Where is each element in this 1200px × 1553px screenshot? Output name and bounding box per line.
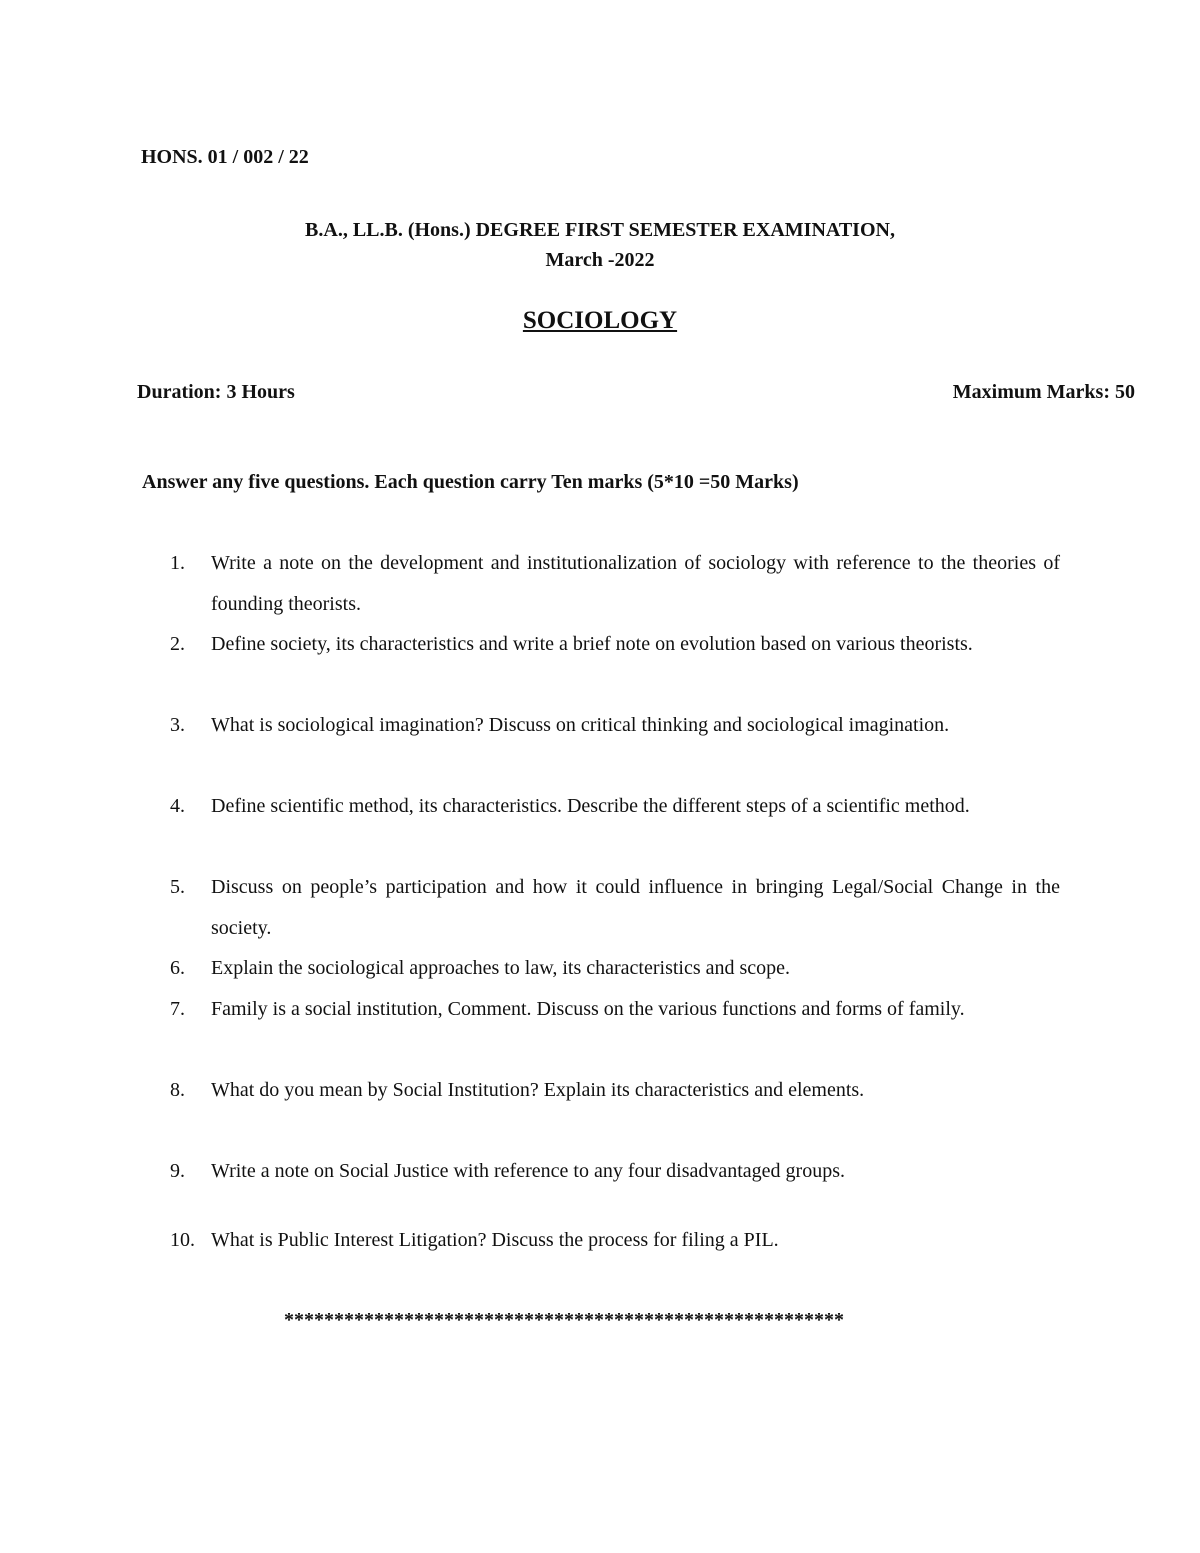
question-item xyxy=(170,989,1060,1030)
question-item xyxy=(170,543,1060,624)
question-item xyxy=(170,705,1060,746)
end-separator: ******************************************************** xyxy=(284,1309,844,1331)
question-number: 1. xyxy=(170,552,185,574)
question-text: Discuss on people’s participation and how it could influence in bringing Legal/Social Change in the society. xyxy=(211,876,1060,939)
subject-title: SOCIOLOGY xyxy=(522,307,678,334)
question-item xyxy=(170,867,1060,948)
question-number: 9. xyxy=(170,1160,185,1182)
question-item xyxy=(170,1070,1060,1111)
question-text: Family is a social institution, Comment. Discuss on the various functions and forms of family. xyxy=(211,998,965,1020)
question-text: What do you mean by Social Institution? Explain its characteristics and elements. xyxy=(211,1079,865,1101)
question-text: What is sociological imagination? Discuss on critical thinking and sociological imagination. xyxy=(211,714,950,736)
exam-title: B.A., LL.B. (Hons.) DEGREE FIRST SEMESTER EXAMINATION, xyxy=(305,219,895,241)
maximum-marks: Maximum Marks: 50 xyxy=(952,381,1135,403)
question-text: Write a note on Social Justice with reference to any four disadvantaged groups. xyxy=(211,1160,845,1182)
question-text: What is Public Interest Litigation? Discuss the process for filing a PIL. xyxy=(211,1229,779,1251)
question-number: 6. xyxy=(170,957,185,979)
question-item xyxy=(170,1151,1060,1192)
exam-meta-row xyxy=(137,378,1135,406)
exam-date: March -2022 xyxy=(545,249,655,271)
question-text: Define society, its characteristics and write a brief note on evolution based on various theorists. xyxy=(211,633,973,655)
question-item xyxy=(170,624,1060,665)
question-text: Define scientific method, its characteristics. Describe the different steps of a scientific method. xyxy=(211,795,970,817)
question-item xyxy=(170,948,1060,989)
question-number: 7. xyxy=(170,998,185,1020)
instructions: Answer any five questions. Each question carry Ten marks (5*10 =50 Marks) xyxy=(142,471,799,493)
duration: Duration: 3 Hours xyxy=(137,381,295,403)
question-item xyxy=(170,786,1060,827)
question-number: 2. xyxy=(170,633,185,655)
question-number: 4. xyxy=(170,795,185,817)
question-text: Explain the sociological approaches to law, its characteristics and scope. xyxy=(211,957,791,979)
question-text: Write a note on the development and institutionalization of sociology with reference to the theories of founding theorists. xyxy=(211,552,1060,615)
question-item xyxy=(170,1220,1060,1261)
question-number: 10. xyxy=(170,1229,195,1251)
question-number: 3. xyxy=(170,714,185,736)
question-number: 8. xyxy=(170,1079,185,1101)
paper-code: HONS. 01 / 002 / 22 xyxy=(141,146,309,168)
question-number: 5. xyxy=(170,876,185,898)
